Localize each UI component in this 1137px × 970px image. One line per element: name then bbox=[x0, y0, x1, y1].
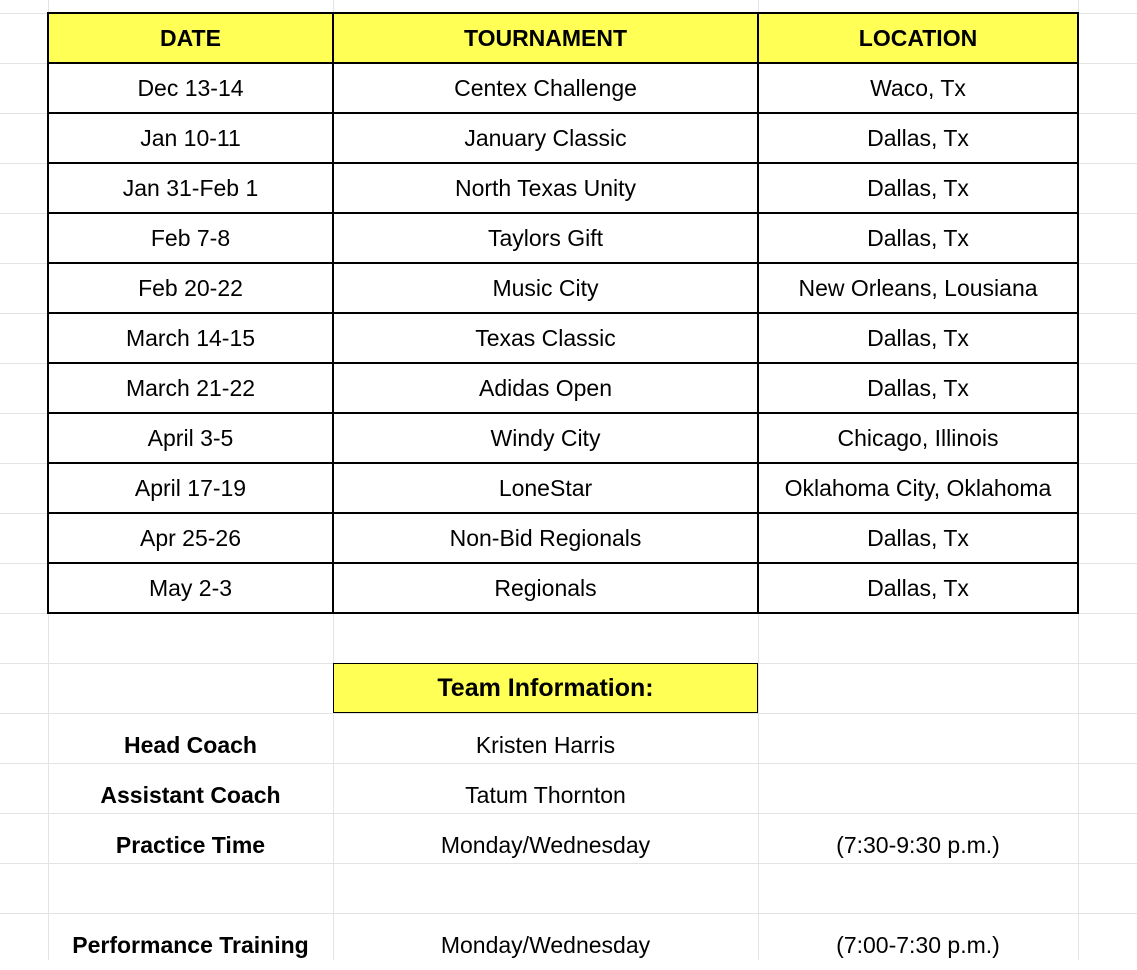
head-coach-label[interactable]: Head Coach bbox=[124, 731, 257, 758]
table-border-h bbox=[48, 612, 1079, 614]
schedule-cell-tournament[interactable]: North Texas Unity bbox=[454, 174, 637, 201]
schedule-cell-location[interactable]: Dallas, Tx bbox=[867, 124, 969, 151]
assistant-coach-value[interactable]: Tatum Thornton bbox=[465, 781, 626, 808]
schedule-cell-date[interactable]: April 3-5 bbox=[147, 424, 234, 451]
table-border-h bbox=[48, 412, 1079, 414]
schedule-cell-tournament[interactable]: January Classic bbox=[464, 124, 627, 151]
schedule-cell-date[interactable]: March 21-22 bbox=[125, 374, 256, 401]
schedule-cell-location[interactable]: Waco, Tx bbox=[870, 74, 966, 101]
schedule-cell-date[interactable]: Feb 20-22 bbox=[138, 274, 243, 301]
table-border-h bbox=[48, 312, 1079, 314]
table-border-h bbox=[48, 512, 1079, 514]
schedule-cell-tournament[interactable]: Adidas Open bbox=[479, 374, 612, 401]
schedule-cell-tournament[interactable]: Non-Bid Regionals bbox=[449, 524, 642, 551]
assistant-coach-label[interactable]: Assistant Coach bbox=[100, 781, 281, 808]
schedule-cell-date[interactable]: March 14-15 bbox=[125, 324, 256, 351]
table-border-v bbox=[332, 12, 334, 614]
table-border-v bbox=[757, 12, 759, 614]
table-border-h bbox=[48, 12, 1079, 14]
schedule-cell-date[interactable]: April 17-19 bbox=[134, 474, 247, 501]
schedule-cell-tournament[interactable]: LoneStar bbox=[498, 474, 593, 501]
table-border-h bbox=[48, 62, 1079, 64]
table-border-h bbox=[48, 562, 1079, 564]
schedule-cell-location[interactable]: Dallas, Tx bbox=[867, 524, 969, 551]
schedule-cell-date[interactable]: Jan 10-11 bbox=[140, 124, 241, 151]
schedule-cell-tournament[interactable]: Centex Challenge bbox=[454, 74, 637, 101]
schedule-cell-location[interactable]: Dallas, Tx bbox=[867, 374, 969, 401]
header-location[interactable]: LOCATION bbox=[758, 13, 1078, 63]
schedule-cell-date[interactable]: Apr 25-26 bbox=[139, 524, 241, 551]
schedule-cell-tournament[interactable]: Music City bbox=[492, 274, 599, 301]
schedule-cell-location[interactable]: Dallas, Tx bbox=[867, 174, 969, 201]
table-border-h bbox=[48, 162, 1079, 164]
schedule-cell-location[interactable]: Dallas, Tx bbox=[867, 324, 969, 351]
schedule-cell-tournament[interactable]: Windy City bbox=[490, 424, 601, 451]
practice-time-hours[interactable]: (7:30-9:30 p.m.) bbox=[836, 831, 1000, 858]
table-border-v bbox=[1077, 12, 1079, 614]
practice-time-label[interactable]: Practice Time bbox=[115, 831, 266, 858]
schedule-cell-date[interactable]: Jan 31-Feb 1 bbox=[122, 174, 259, 201]
schedule-cell-tournament[interactable]: Taylors Gift bbox=[487, 224, 604, 251]
performance-training-value[interactable]: Monday/Wednesday bbox=[440, 931, 651, 958]
table-border-h bbox=[48, 262, 1079, 264]
practice-time-value[interactable]: Monday/Wednesday bbox=[440, 831, 651, 858]
schedule-cell-tournament[interactable]: Regionals bbox=[494, 574, 597, 601]
schedule-cell-date[interactable]: Feb 7-8 bbox=[150, 224, 231, 251]
schedule-cell-date[interactable]: May 2-3 bbox=[148, 574, 233, 601]
schedule-cell-location[interactable]: Dallas, Tx bbox=[867, 574, 969, 601]
performance-training-label[interactable]: Performance Training bbox=[72, 931, 309, 958]
schedule-cell-date[interactable]: Dec 13-14 bbox=[137, 74, 244, 101]
schedule-cell-location[interactable]: Dallas, Tx bbox=[867, 224, 969, 251]
table-border-h bbox=[48, 112, 1079, 114]
schedule-cell-location[interactable]: New Orleans, Lousiana bbox=[798, 274, 1038, 301]
table-border-v bbox=[47, 12, 49, 614]
table-border-h bbox=[48, 212, 1079, 214]
head-coach-value[interactable]: Kristen Harris bbox=[475, 731, 616, 758]
grid-row-line bbox=[0, 713, 1137, 714]
header-date[interactable]: DATE bbox=[48, 13, 333, 63]
table-border-h bbox=[48, 362, 1079, 364]
performance-training-hours[interactable]: (7:00-7:30 p.m.) bbox=[836, 931, 1000, 958]
schedule-cell-tournament[interactable]: Texas Classic bbox=[475, 324, 616, 351]
team-info-title[interactable]: Team Information: bbox=[333, 663, 758, 713]
schedule-cell-location[interactable]: Oklahoma City, Oklahoma bbox=[784, 474, 1052, 501]
table-border-h bbox=[48, 462, 1079, 464]
grid-row-line bbox=[0, 913, 1137, 914]
header-tournament[interactable]: TOURNAMENT bbox=[333, 13, 758, 63]
schedule-cell-location[interactable]: Chicago, Illinois bbox=[837, 424, 999, 451]
